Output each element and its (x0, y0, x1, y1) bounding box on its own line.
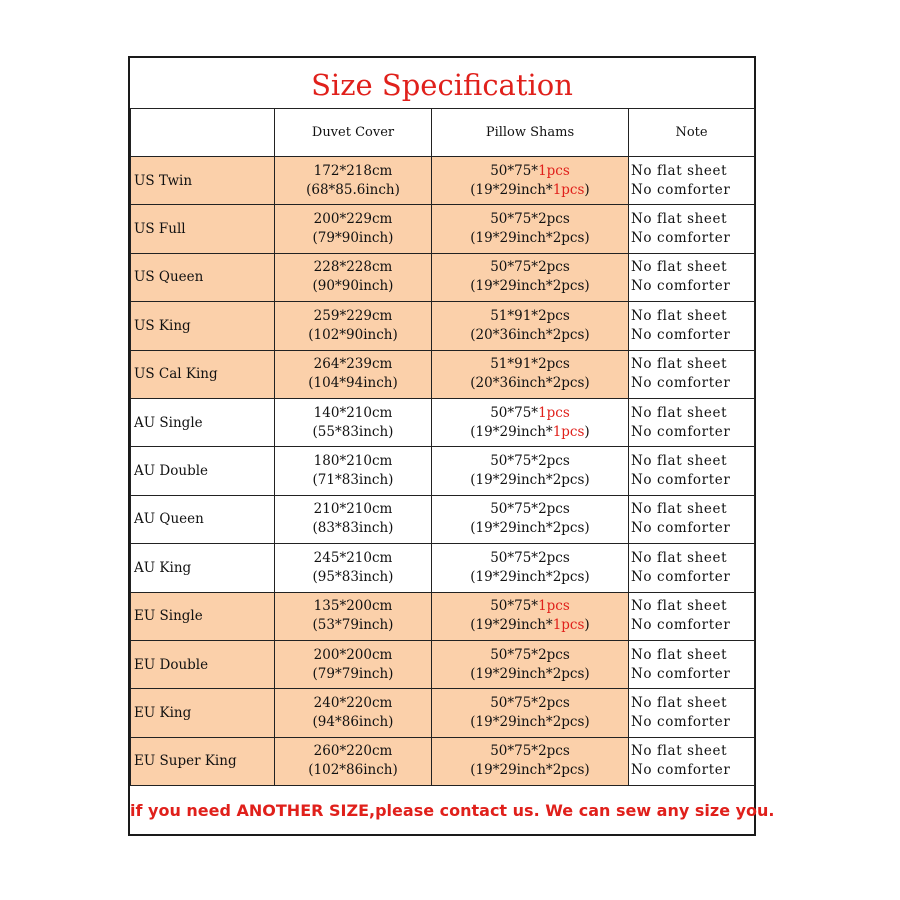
duvet-inch: (79*79inch) (312, 665, 394, 682)
table-row (131, 544, 755, 592)
sham-cm: 50*75* (490, 453, 539, 470)
sham-cm-qty: 2pcs (538, 453, 570, 470)
size-name: AU Double (131, 447, 275, 495)
duvet-inch: (102*90inch) (308, 326, 398, 343)
sham-inch-qty: 2pcs (552, 713, 585, 730)
size-name: US King (131, 302, 275, 350)
duvet-cm: 200*229cm (313, 211, 393, 228)
note-comforter: No comforter (631, 762, 731, 779)
pillow-sham-size (432, 689, 629, 737)
header-size (131, 109, 275, 157)
sham-cm-qty: 2pcs (538, 743, 570, 760)
sham-inch-qty: 1pcs (552, 423, 585, 440)
duvet-cover-size (275, 157, 432, 205)
table-row (131, 447, 755, 495)
sham-inch: (19*29inch* (470, 472, 553, 489)
duvet-cm: 228*228cm (313, 259, 393, 276)
sham-inch: (19*29inch* (470, 713, 553, 730)
size-name: US Queen (131, 253, 275, 301)
size-name: US Cal King (131, 350, 275, 398)
table-row (131, 157, 755, 205)
duvet-cm: 180*210cm (313, 453, 393, 470)
sham-cm: 50*75* (490, 743, 539, 760)
duvet-cover-size (275, 302, 432, 350)
sham-inch: (20*36inch* (470, 326, 553, 343)
sham-inch-qty: 2pcs (552, 762, 585, 779)
duvet-cover-size (275, 592, 432, 640)
sham-cm-qty: 2pcs (538, 501, 570, 518)
sham-cm-line (432, 646, 628, 665)
sham-inch: (19*29inch* (470, 278, 553, 295)
duvet-cover-size (275, 205, 432, 253)
pillow-sham-size (432, 350, 629, 398)
sham-inch-line (432, 665, 628, 684)
note-cell (629, 205, 755, 253)
sham-cm-line (432, 355, 628, 374)
sham-inch-line (432, 761, 628, 780)
sham-cm-qty: 2pcs (538, 259, 570, 276)
duvet-inch: (102*86inch) (308, 762, 398, 779)
sham-inch-qty: 2pcs (552, 278, 585, 295)
sham-inch-qty: 2pcs (552, 326, 585, 343)
sham-cm-line (432, 210, 628, 229)
duvet-cover-size (275, 447, 432, 495)
duvet-cover-size (275, 640, 432, 688)
pillow-sham-size (432, 737, 629, 785)
sham-inch-end: ) (584, 665, 590, 682)
table-row (131, 398, 755, 446)
duvet-inch: (71*83inch) (312, 472, 394, 489)
sham-cm-qty: 1pcs (538, 162, 570, 179)
sham-inch-qty: 2pcs (552, 375, 585, 392)
sham-inch: (19*29inch* (470, 423, 553, 440)
duvet-cover-size (275, 689, 432, 737)
sham-cm-line (432, 162, 628, 181)
duvet-cover-size (275, 544, 432, 592)
sham-inch-line (432, 423, 628, 442)
note-comforter: No comforter (631, 278, 731, 295)
duvet-inch: (104*94inch) (308, 375, 398, 392)
sham-inch-line (432, 181, 628, 200)
sham-inch-line (432, 471, 628, 490)
sham-cm-line (432, 500, 628, 519)
note-cell (629, 350, 755, 398)
duvet-cover-size (275, 253, 432, 301)
size-name: EU King (131, 689, 275, 737)
sham-inch-line (432, 616, 628, 635)
note-flat-sheet: No flat sheet (631, 356, 728, 373)
sham-cm-qty: 2pcs (538, 646, 570, 663)
note-flat-sheet: No flat sheet (631, 453, 728, 470)
sham-inch-line (432, 229, 628, 248)
note-flat-sheet: No flat sheet (631, 549, 728, 566)
sham-inch-line (432, 519, 628, 538)
sham-inch: (19*29inch* (470, 181, 553, 198)
sham-cm-line (432, 404, 628, 423)
note-cell (629, 447, 755, 495)
sham-inch-end: ) (584, 568, 590, 585)
note-comforter: No comforter (631, 713, 731, 730)
note-flat-sheet: No flat sheet (631, 743, 728, 760)
table-row (131, 689, 755, 737)
table-row (131, 495, 755, 543)
note-comforter: No comforter (631, 326, 731, 343)
sham-inch-end: ) (584, 181, 590, 198)
sham-cm-line (432, 742, 628, 761)
sham-cm-qty: 1pcs (538, 404, 570, 421)
note-comforter: No comforter (631, 423, 731, 440)
sham-cm-qty: 2pcs (538, 211, 570, 228)
sham-inch-end: ) (584, 375, 590, 392)
note-flat-sheet: No flat sheet (631, 162, 728, 179)
pillow-sham-size (432, 592, 629, 640)
sham-inch-end: ) (584, 713, 590, 730)
sham-cm: 50*75* (490, 211, 539, 228)
note-flat-sheet: No flat sheet (631, 404, 728, 421)
sham-cm: 50*75* (490, 598, 539, 615)
sham-cm: 50*75* (490, 501, 539, 518)
sham-cm-qty: 2pcs (538, 694, 570, 711)
sham-inch-end: ) (584, 617, 590, 634)
sham-inch-end: ) (584, 278, 590, 295)
duvet-cm: 240*220cm (313, 694, 393, 711)
note-comforter: No comforter (631, 665, 731, 682)
sham-inch-line (432, 277, 628, 296)
duvet-inch: (55*83inch) (312, 423, 394, 440)
sham-cm-qty: 2pcs (538, 549, 570, 566)
duvet-cover-size (275, 495, 432, 543)
sham-cm-qty: 2pcs (538, 356, 570, 373)
header-note: Note (629, 109, 755, 157)
pillow-sham-size (432, 253, 629, 301)
duvet-inch: (68*85.6inch) (306, 181, 400, 198)
sham-inch-end: ) (584, 423, 590, 440)
sham-inch-end: ) (584, 230, 590, 247)
size-name: AU Single (131, 398, 275, 446)
size-chart (128, 56, 775, 836)
size-name: EU Super King (131, 737, 275, 785)
sham-inch-line (432, 568, 628, 587)
size-name: US Twin (131, 157, 275, 205)
sham-cm: 50*75* (490, 694, 539, 711)
size-table (130, 108, 755, 786)
duvet-cm: 245*210cm (313, 549, 393, 566)
sham-cm-line (432, 307, 628, 326)
note-cell (629, 157, 755, 205)
note-comforter: No comforter (631, 181, 731, 198)
sham-cm-line (432, 452, 628, 471)
note-flat-sheet: No flat sheet (631, 307, 728, 324)
size-name: US Full (131, 205, 275, 253)
sham-inch: (20*36inch* (470, 375, 553, 392)
note-cell (629, 253, 755, 301)
sham-cm-qty: 2pcs (538, 307, 570, 324)
note-comforter: No comforter (631, 472, 731, 489)
note-flat-sheet: No flat sheet (631, 646, 728, 663)
pillow-sham-size (432, 302, 629, 350)
note-comforter: No comforter (631, 617, 731, 634)
table-row (131, 302, 755, 350)
duvet-inch: (83*83inch) (312, 520, 394, 537)
note-cell (629, 737, 755, 785)
header-duvet-cover: Duvet Cover (275, 109, 432, 157)
sham-inch: (19*29inch* (470, 568, 553, 585)
sham-inch-qty: 1pcs (552, 617, 585, 634)
duvet-cm: 210*210cm (313, 501, 393, 518)
sham-inch: (19*29inch* (470, 762, 553, 779)
size-name: AU Queen (131, 495, 275, 543)
duvet-inch: (79*90inch) (312, 230, 394, 247)
sham-inch-qty: 2pcs (552, 665, 585, 682)
note-comforter: No comforter (631, 568, 731, 585)
note-flat-sheet: No flat sheet (631, 694, 728, 711)
size-name: EU Double (131, 640, 275, 688)
header-pillow-shams: Pillow Shams (432, 109, 629, 157)
table-row (131, 737, 755, 785)
pillow-sham-size (432, 157, 629, 205)
size-name: AU King (131, 544, 275, 592)
note-flat-sheet: No flat sheet (631, 211, 728, 228)
note-cell (629, 689, 755, 737)
note-cell (629, 302, 755, 350)
sham-inch-qty: 2pcs (552, 520, 585, 537)
sham-inch-qty: 2pcs (552, 472, 585, 489)
note-cell (629, 495, 755, 543)
duvet-cm: 259*229cm (313, 307, 393, 324)
sham-cm-line (432, 597, 628, 616)
sham-inch-end: ) (584, 326, 590, 343)
sham-cm-line (432, 549, 628, 568)
sham-cm-line (432, 694, 628, 713)
duvet-cm: 140*210cm (313, 404, 393, 421)
sham-inch: (19*29inch* (470, 617, 553, 634)
sham-inch-qty: 2pcs (552, 230, 585, 247)
pillow-sham-size (432, 495, 629, 543)
duvet-cm: 172*218cm (313, 162, 393, 179)
duvet-cm: 200*200cm (313, 646, 393, 663)
duvet-inch: (53*79inch) (312, 617, 394, 634)
pillow-sham-size (432, 398, 629, 446)
table-row (131, 253, 755, 301)
sham-inch-end: ) (584, 472, 590, 489)
duvet-cm: 135*200cm (313, 598, 393, 615)
contact-note: if you need ANOTHER SIZE,please contact us. We can sew any size you. (130, 801, 775, 820)
duvet-cover-size (275, 398, 432, 446)
note-flat-sheet: No flat sheet (631, 501, 728, 518)
sham-inch: (19*29inch* (470, 665, 553, 682)
pillow-sham-size (432, 640, 629, 688)
pillow-sham-size (432, 447, 629, 495)
sham-inch-line (432, 374, 628, 393)
table-header-row (131, 109, 755, 157)
sham-cm-line (432, 258, 628, 277)
sham-cm: 51*91* (490, 356, 539, 373)
duvet-inch: (95*83inch) (312, 568, 394, 585)
note-cell (629, 640, 755, 688)
size-name: EU Single (131, 592, 275, 640)
table-row (131, 640, 755, 688)
pillow-sham-size (432, 205, 629, 253)
page-title: Size Specification (311, 68, 573, 102)
sham-inch: (19*29inch* (470, 520, 553, 537)
duvet-cm: 264*239cm (313, 356, 393, 373)
sham-cm: 50*75* (490, 162, 539, 179)
duvet-inch: (90*90inch) (312, 278, 394, 295)
note-comforter: No comforter (631, 230, 731, 247)
sham-inch: (19*29inch* (470, 230, 553, 247)
sham-inch-line (432, 326, 628, 345)
sham-inch-qty: 2pcs (552, 568, 585, 585)
sham-inch-line (432, 713, 628, 732)
sham-inch-end: ) (584, 762, 590, 779)
sham-cm: 50*75* (490, 549, 539, 566)
sham-cm-qty: 1pcs (538, 598, 570, 615)
note-comforter: No comforter (631, 375, 731, 392)
note-cell (629, 544, 755, 592)
note-cell (629, 592, 755, 640)
sham-cm: 51*91* (490, 307, 539, 324)
table-row (131, 592, 755, 640)
note-comforter: No comforter (631, 520, 731, 537)
table-row (131, 205, 755, 253)
note-flat-sheet: No flat sheet (631, 598, 728, 615)
sham-cm: 50*75* (490, 646, 539, 663)
duvet-cm: 260*220cm (313, 743, 393, 760)
table-row (131, 350, 755, 398)
duvet-inch: (94*86inch) (312, 713, 394, 730)
duvet-cover-size (275, 350, 432, 398)
pillow-sham-size (432, 544, 629, 592)
sham-inch-end: ) (584, 520, 590, 537)
note-flat-sheet: No flat sheet (631, 259, 728, 276)
sham-cm: 50*75* (490, 259, 539, 276)
sham-cm: 50*75* (490, 404, 539, 421)
note-cell (629, 398, 755, 446)
duvet-cover-size (275, 737, 432, 785)
sham-inch-qty: 1pcs (552, 181, 585, 198)
